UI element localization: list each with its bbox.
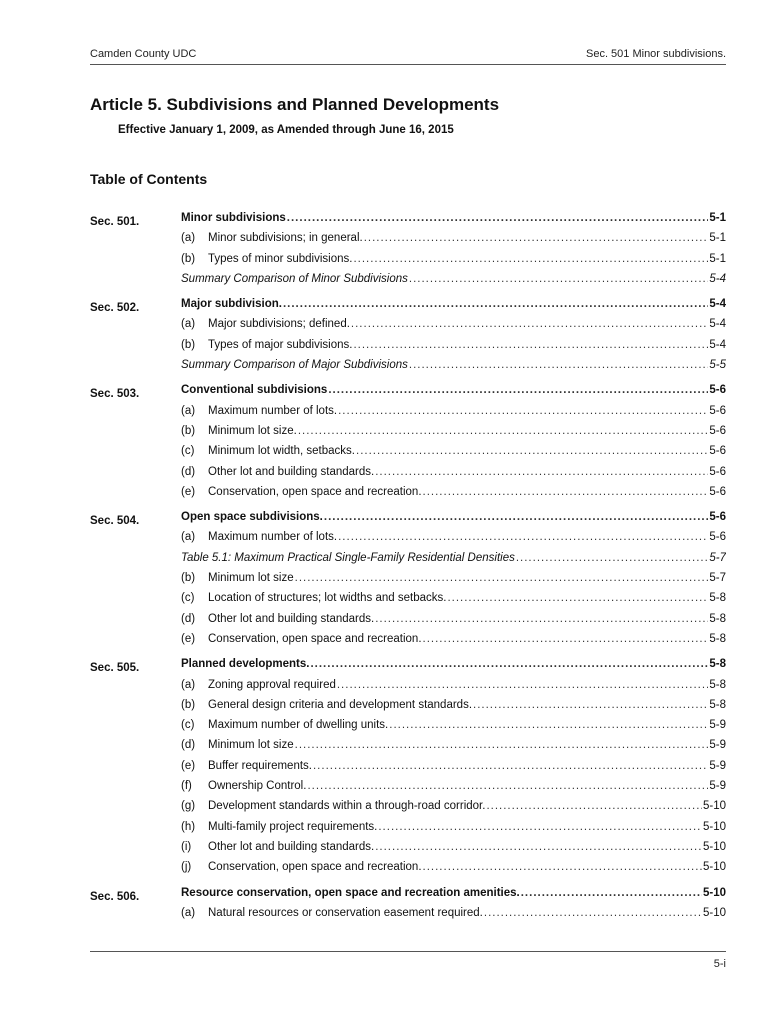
toc-section: [90, 212, 726, 293]
leader-dots: [364, 232, 709, 244]
leader-dots: [337, 679, 709, 691]
entry-title: Table 5.1: Maximum Practical Single-Family Residential Densities: [181, 551, 515, 564]
subsection-letter: (e): [181, 759, 196, 772]
toc-entry-subsection[interactable]: [181, 425, 726, 445]
entry-page: 5-9: [709, 759, 726, 772]
toc-entry-table[interactable]: [181, 359, 726, 379]
leader-dots: [356, 445, 708, 457]
subsection-letter: (j): [181, 861, 192, 874]
leader-dots: [351, 318, 708, 330]
entry-title: Minor subdivisions; in general.: [208, 232, 363, 245]
entry-page: 5-4: [709, 272, 726, 285]
toc-entry-subsection[interactable]: [181, 780, 726, 800]
toc-entry-subsection[interactable]: [181, 699, 726, 719]
section-entries: [181, 384, 726, 506]
leader-dots: [423, 633, 709, 645]
toc-entry-table[interactable]: [181, 552, 726, 572]
toc-entry-subsection[interactable]: [181, 445, 726, 465]
entry-page: 5-6: [709, 384, 726, 397]
entry-title: Summary Comparison of Major Subdivisions: [181, 359, 408, 372]
section-number: Sec. 503.: [90, 388, 140, 401]
subsection-letter: (b): [181, 698, 196, 711]
entry-title: Open space subdivisions.: [181, 511, 323, 524]
leader-dots: [295, 739, 709, 751]
entry-title: Conservation, open space and recreation.: [208, 861, 422, 874]
entry-page: 5-6: [709, 465, 726, 478]
subsection-letter: (c): [181, 592, 195, 605]
footer-divider: [90, 951, 726, 952]
leader-dots: [287, 212, 709, 224]
entry-page: 5-6: [709, 511, 726, 524]
entry-page: 5-8: [709, 612, 726, 625]
entry-title: Conservation, open space and recreation.: [208, 632, 422, 645]
entry-title: Natural resources or conservation easement required.: [208, 906, 483, 919]
toc-entry-subsection[interactable]: [181, 339, 726, 359]
entry-page: 5-10: [702, 840, 726, 853]
entry-title: General design criteria and development standards.: [208, 698, 473, 711]
entry-page: 5-6: [709, 485, 726, 498]
subsection-letter: (f): [181, 780, 192, 793]
leader-dots: [375, 613, 708, 625]
entry-title: Summary Comparison of Minor Subdivisions: [181, 272, 408, 285]
leader-dots: [486, 800, 702, 812]
leader-dots: [447, 592, 708, 604]
leader-dots: [338, 531, 708, 543]
section-number: Sec. 502.: [90, 302, 140, 315]
entry-page: 5-9: [709, 719, 726, 732]
entry-title: Buffer requirements.: [208, 759, 312, 772]
toc-entry-table[interactable]: [181, 273, 726, 293]
subsection-letter: (b): [181, 424, 196, 437]
effective-date-line: Effective January 1, 2009, as Amended through June 16, 2015: [118, 124, 454, 136]
entry-page: 5-5: [709, 359, 726, 372]
toc-entry-subsection[interactable]: [181, 679, 726, 699]
header-divider: [90, 64, 726, 65]
entry-page: 5-6: [709, 531, 726, 544]
toc-entry-subsection[interactable]: [181, 318, 726, 338]
leader-dots: [521, 887, 702, 899]
leader-dots: [375, 841, 702, 853]
toc-heading: Table of Contents: [90, 171, 208, 187]
section-entries: [181, 658, 726, 881]
section-number: Sec. 501.: [90, 216, 140, 228]
entry-title: Major subdivision.: [181, 298, 282, 311]
subsection-letter: (g): [181, 800, 196, 813]
subsection-letter: (c): [181, 445, 195, 458]
entry-page: 5-4: [709, 338, 726, 351]
subsection-letter: (d): [181, 612, 196, 625]
entry-title: Maximum number of lots.: [208, 404, 338, 417]
leader-dots: [484, 907, 702, 919]
toc-entry-subsection[interactable]: [181, 861, 726, 881]
entry-title: Types of minor subdivisions.: [208, 252, 353, 265]
entry-page: 5-6: [709, 404, 726, 417]
leader-dots: [353, 253, 708, 265]
section-entries: [181, 511, 726, 653]
leader-dots: [310, 658, 708, 670]
toc-entry-section-title[interactable]: [181, 384, 726, 404]
toc-section: [90, 384, 726, 506]
toc-section: [90, 658, 726, 881]
subsection-letter: (h): [181, 820, 196, 833]
leader-dots: [473, 699, 708, 711]
section-number: Sec. 506.: [90, 890, 140, 903]
entry-page: 5-7: [709, 551, 726, 564]
toc-entry-subsection[interactable]: [181, 760, 726, 780]
entry-title: Minimum lot size.: [208, 424, 297, 437]
entry-page: 5-8: [709, 658, 726, 671]
entry-title: Maximum number of dwelling units.: [208, 719, 389, 732]
subsection-letter: (c): [181, 719, 195, 732]
subsection-letter: (b): [181, 252, 196, 265]
toc-entry-subsection[interactable]: [181, 633, 726, 653]
toc-entry-section-title[interactable]: [181, 298, 726, 318]
toc-section: [90, 511, 726, 653]
entry-title: Ownership Control.: [208, 780, 307, 793]
entry-page: 5-10: [702, 906, 726, 919]
table-of-contents: [90, 212, 726, 932]
subsection-letter: (a): [181, 232, 196, 245]
toc-entry-subsection[interactable]: [181, 572, 726, 592]
entry-title: Zoning approval required: [208, 678, 336, 691]
entry-page: 5-10: [702, 861, 726, 874]
entry-title: Resource conservation, open space and recreation amenities.: [181, 886, 520, 899]
section-number: Sec. 504.: [90, 515, 140, 528]
leader-dots: [423, 486, 709, 498]
entry-title: Other lot and building standards.: [208, 465, 375, 478]
header-right-section: Sec. 501 Minor subdivisions.: [585, 48, 726, 60]
subsection-letter: (a): [181, 404, 196, 417]
entry-page: 5-1: [709, 232, 726, 245]
section-entries: [181, 212, 726, 293]
subsection-letter: (i): [181, 840, 192, 853]
toc-entry-subsection[interactable]: [181, 613, 726, 633]
subsection-letter: (d): [181, 739, 196, 752]
subsection-letter: (e): [181, 485, 196, 498]
entry-page: 5-8: [709, 592, 726, 605]
subsection-letter: (a): [181, 318, 196, 331]
entry-page: 5-10: [702, 820, 726, 833]
toc-entry-subsection[interactable]: [181, 907, 726, 927]
entry-page: 5-8: [709, 632, 726, 645]
entry-title: Conservation, open space and recreation.: [208, 485, 422, 498]
leader-dots: [353, 339, 708, 351]
toc-entry-subsection[interactable]: [181, 531, 726, 551]
leader-dots: [389, 719, 708, 731]
entry-title: Development standards within a through-road corridor.: [208, 800, 486, 813]
subsection-letter: (e): [181, 632, 196, 645]
entry-title: Multi-family project requirements.: [208, 820, 378, 833]
toc-entry-subsection[interactable]: [181, 405, 726, 425]
leader-dots: [338, 405, 708, 417]
entry-page: 5-8: [709, 678, 726, 691]
leader-dots: [313, 760, 708, 772]
entry-page: 5-6: [709, 445, 726, 458]
leader-dots: [283, 298, 708, 310]
entry-page: 5-10: [702, 800, 726, 813]
entry-page: 5-1: [709, 252, 726, 265]
toc-entry-subsection[interactable]: [181, 592, 726, 612]
toc-entry-subsection[interactable]: [181, 739, 726, 759]
entry-title: Minimum lot size: [208, 739, 294, 752]
toc-entry-subsection[interactable]: [181, 466, 726, 486]
leader-dots: [409, 359, 708, 371]
entry-title: Location of structures; lot widths and setbacks.: [208, 592, 447, 605]
entry-page: 5-9: [709, 780, 726, 793]
entry-page: 5-1: [709, 212, 726, 224]
page-number: 5-i: [713, 958, 726, 970]
header-left-title: Camden County UDC: [90, 48, 197, 60]
section-entries: [181, 887, 726, 928]
subsection-letter: (a): [181, 531, 196, 544]
toc-section: [90, 298, 726, 379]
entry-page: 5-10: [702, 886, 726, 899]
section-number: Sec. 505.: [90, 662, 140, 675]
toc-entry-section-title[interactable]: [181, 212, 726, 232]
leader-dots: [295, 572, 709, 584]
leader-dots: [328, 384, 708, 396]
section-entries: [181, 298, 726, 379]
leader-dots: [409, 273, 708, 285]
toc-entry-subsection[interactable]: [181, 253, 726, 273]
entry-title: Minimum lot width, setbacks.: [208, 445, 355, 458]
leader-dots: [307, 780, 708, 792]
entry-page: 5-8: [709, 698, 726, 711]
toc-entry-subsection[interactable]: [181, 841, 726, 861]
toc-entry-subsection[interactable]: [181, 719, 726, 739]
entry-page: 5-4: [709, 318, 726, 331]
entry-page: 5-4: [709, 298, 726, 311]
toc-entry-subsection[interactable]: [181, 800, 726, 820]
toc-entry-section-title[interactable]: [181, 658, 726, 678]
subsection-letter: (b): [181, 338, 196, 351]
entry-page: 5-7: [709, 572, 726, 585]
leader-dots: [324, 511, 709, 523]
subsection-letter: (a): [181, 906, 196, 919]
toc-entry-subsection[interactable]: [181, 486, 726, 506]
toc-entry-section-title[interactable]: [181, 511, 726, 531]
entry-title: Other lot and building standards.: [208, 612, 375, 625]
entry-title: Minor subdivisions: [181, 212, 286, 224]
subsection-letter: (d): [181, 465, 196, 478]
toc-entry-subsection[interactable]: [181, 821, 726, 841]
entry-page: 5-9: [709, 739, 726, 752]
entry-title: Other lot and building standards.: [208, 840, 375, 853]
subsection-letter: (b): [181, 572, 196, 585]
leader-dots: [423, 861, 702, 873]
toc-entry-subsection[interactable]: [181, 232, 726, 252]
entry-title: Maximum number of lots.: [208, 531, 338, 544]
entry-title: Minimum lot size: [208, 572, 294, 585]
entry-title: Types of major subdivisions.: [208, 338, 353, 351]
entry-title: Conventional subdivisions: [181, 384, 328, 397]
entry-title: Planned developments.: [181, 658, 310, 671]
leader-dots: [298, 425, 709, 437]
toc-section: [90, 887, 726, 928]
article-title: Article 5. Subdivisions and Planned Developments: [90, 95, 500, 114]
entry-page: 5-6: [709, 424, 726, 437]
leader-dots: [378, 821, 702, 833]
leader-dots: [375, 466, 708, 478]
toc-entry-section-title[interactable]: [181, 887, 726, 907]
entry-title: Major subdivisions; defined.: [208, 318, 350, 331]
leader-dots: [516, 552, 709, 564]
subsection-letter: (a): [181, 678, 196, 691]
